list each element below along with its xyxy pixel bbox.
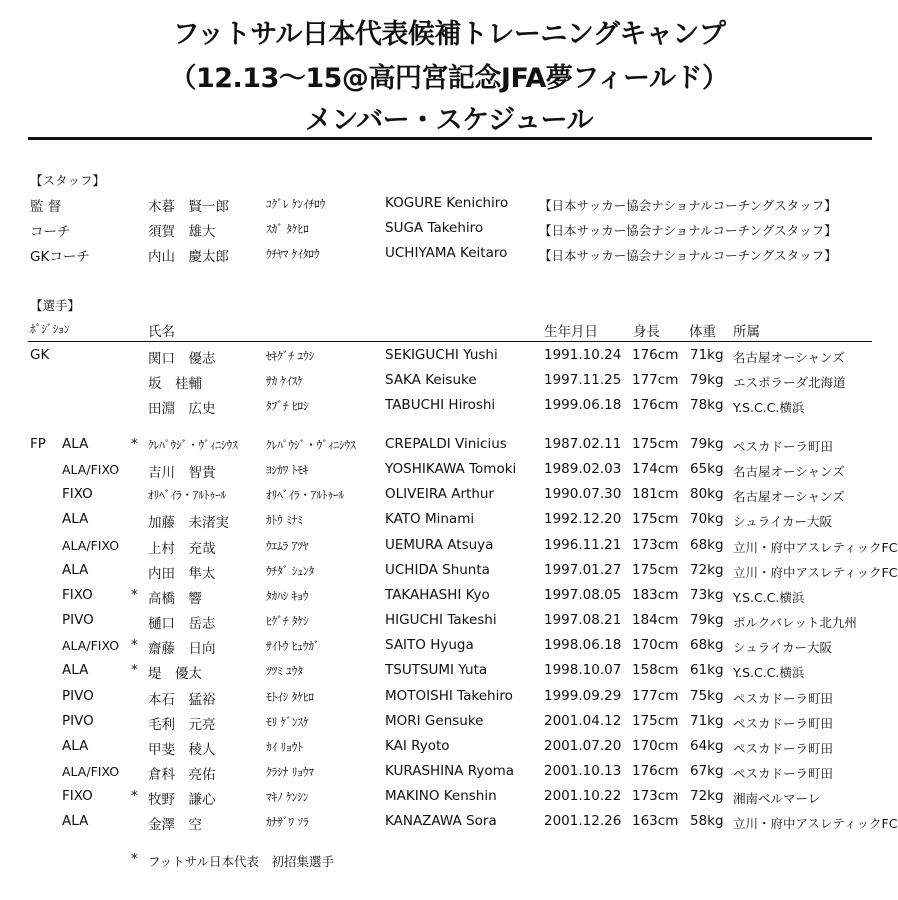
- player-dob: 1997.01.27: [544, 561, 622, 578]
- player-height: 175cm: [632, 436, 679, 452]
- title-line-2: （12.13～15@高円宮記念JFA夢フィールド）: [169, 63, 729, 94]
- player-name-kana: ｸﾗｼﾅ ﾘｮｳﾏ: [266, 764, 314, 779]
- player-height: 175cm: [632, 561, 679, 578]
- player-name-kana: ｶｲ ﾘｮｳﾄ: [266, 739, 303, 754]
- player-name-roman: KAI Ryoto: [385, 737, 450, 754]
- player-club: 名古屋オーシャンズ: [733, 464, 845, 480]
- player-dob: 2001.10.13: [544, 762, 622, 779]
- player-name-kana: ﾓﾘ ｹﾞﾝｽｹ: [266, 714, 309, 729]
- player-name-kana: ｵﾘﾍﾞｲﾗ・ｱﾙﾄｩｰﾙ: [266, 488, 345, 503]
- player-weight: 73kg: [690, 586, 724, 603]
- player-name-kana: ｻｶ ｹｲｽｹ: [266, 374, 303, 389]
- player-club: ペスカドーラ町田: [733, 690, 834, 706]
- player-dob: 1997.08.21: [544, 612, 622, 629]
- player-group: FP: [30, 436, 46, 452]
- player-name-roman: MORI Gensuke: [385, 712, 484, 729]
- player-name-roman: SEKIGUCHI Yushi: [385, 347, 498, 363]
- player-dob: 2001.10.22: [544, 788, 622, 805]
- player-position: FIXO: [62, 486, 93, 503]
- title-line-3: メンバー・スケジュール: [305, 105, 593, 136]
- player-name: 甲斐 稜人: [148, 741, 216, 758]
- player-weight: 79kg: [690, 436, 724, 452]
- player-name-roman: MAKINO Kenshin: [385, 788, 497, 805]
- staff-name-roman: KOGURE Kenichiro: [385, 195, 509, 211]
- player-name-kana: ﾀﾌﾞﾁ ﾋﾛｼ: [266, 399, 309, 414]
- player-name: 樋口 岳志: [148, 616, 216, 633]
- player-name: 関口 優志: [148, 351, 216, 367]
- player-name-kana: ﾋｸﾞﾁ ﾀｹｼ: [266, 614, 309, 629]
- player-name-kana: ｳﾁﾀﾞ ｼｭﾝﾀ: [266, 563, 315, 578]
- first-call-marker: *: [131, 586, 138, 603]
- header-weight: 体重: [689, 324, 716, 340]
- player-name: 田淵 広史: [148, 401, 216, 418]
- player-weight: 68kg: [690, 536, 724, 553]
- player-name-kana: ﾓﾄｲｼ ﾀｹﾋﾛ: [266, 689, 314, 704]
- player-position: ALA/FIXO: [62, 763, 120, 779]
- player-name: 倉科 亮佑: [148, 766, 216, 783]
- staff-name: 須賀 雄大: [148, 224, 216, 240]
- player-position: ALA: [62, 813, 89, 830]
- player-name-roman: UCHIDA Shunta: [385, 561, 490, 578]
- player-position: FIXO: [62, 586, 93, 603]
- player-name: ｸﾚﾊﾟｳｼﾞ・ｳﾞｨﾆｼｳｽ: [148, 438, 238, 452]
- header-dob: 生年月日: [544, 324, 598, 340]
- player-height: 163cm: [632, 813, 679, 830]
- header-height: 身長: [633, 324, 660, 340]
- player-name-roman: CREPALDI Vinicius: [385, 436, 507, 452]
- player-dob: 1998.06.18: [544, 637, 622, 654]
- player-weight: 61kg: [690, 662, 724, 679]
- player-height: 170cm: [632, 737, 679, 754]
- player-dob: 1999.06.18: [544, 397, 622, 414]
- player-height: 174cm: [632, 461, 679, 478]
- player-club: シュライカー大阪: [733, 640, 833, 656]
- staff-heading: 【スタッフ】: [30, 173, 106, 188]
- player-position: ALA/FIXO: [62, 462, 120, 478]
- player-name-roman: KURASHINA Ryoma: [385, 762, 515, 779]
- header-club: 所属: [733, 324, 760, 340]
- staff-name-roman: SUGA Takehiro: [385, 220, 484, 236]
- player-club: Y.S.C.C.横浜: [733, 665, 805, 681]
- staff-organization: 【日本サッカー協会ナショナルコーチングスタッフ】: [539, 223, 837, 238]
- player-name-roman: HIGUCHI Takeshi: [385, 612, 497, 629]
- player-name-kana: ｻｲﾄｳ ﾋｭｳｶﾞ: [266, 639, 320, 654]
- player-name-kana: ｶﾅｻﾞﾜ ｿﾗ: [266, 815, 309, 830]
- player-position: ALA/FIXO: [62, 537, 120, 553]
- player-club: Y.S.C.C.横浜: [733, 400, 805, 416]
- player-dob: 2001.07.20: [544, 737, 622, 754]
- player-weight: 79kg: [690, 372, 724, 389]
- staff-role: 監 督: [30, 199, 62, 215]
- player-name: 毛利 元亮: [148, 716, 216, 733]
- player-name: 吉川 智貴: [148, 465, 216, 482]
- player-position: PIVO: [62, 687, 94, 704]
- player-name-roman: KATO Minami: [385, 511, 475, 528]
- player-dob: 1997.11.25: [544, 372, 622, 389]
- player-club: ペスカドーラ町田: [733, 439, 834, 454]
- player-weight: 68kg: [690, 637, 724, 654]
- player-weight: 67kg: [690, 762, 724, 779]
- player-name-roman: SAKA Keisuke: [385, 372, 477, 389]
- player-club: 名古屋オーシャンズ: [733, 350, 845, 365]
- player-name-roman: YOSHIKAWA Tomoki: [385, 461, 517, 478]
- player-name: 加藤 未渚実: [148, 515, 229, 532]
- player-weight: 70kg: [690, 511, 724, 528]
- player-name-roman: TSUTSUMI Yuta: [385, 662, 488, 679]
- staff-organization: 【日本サッカー協会ナショナルコーチングスタッフ】: [539, 248, 837, 263]
- first-call-marker: *: [131, 436, 138, 452]
- player-name: 牧野 謙心: [148, 792, 216, 809]
- player-club: 立川・府中アスレティックFC: [733, 539, 898, 555]
- player-position: PIVO: [62, 612, 94, 629]
- player-group: GK: [30, 347, 50, 363]
- player-height: 177cm: [632, 687, 679, 704]
- player-name-kana: ﾀｶﾊｼ ｷｮｳ: [266, 588, 309, 603]
- player-name: 本石 猛裕: [148, 691, 216, 708]
- player-height: 175cm: [632, 511, 679, 528]
- player-weight: 79kg: [690, 612, 724, 629]
- staff-name: 内山 慶太郎: [148, 249, 229, 265]
- player-name: 上村 充哉: [148, 540, 216, 557]
- header-position: ﾎﾟｼﾞｼｮﾝ: [30, 322, 70, 336]
- staff-name-kana: ｺｸﾞﾚ ｹﾝｲﾁﾛｳ: [266, 197, 326, 211]
- player-weight: 71kg: [690, 347, 724, 363]
- player-name: ｵﾘﾍﾞｲﾗ・ｱﾙﾄｩｰﾙ: [148, 488, 227, 503]
- players-heading: 【選手】: [30, 298, 81, 313]
- player-position: ALA: [62, 737, 89, 754]
- player-name-kana: ｳｴﾑﾗ ｱﾂﾔ: [266, 538, 309, 553]
- first-call-marker: *: [131, 788, 138, 805]
- player-dob: 1996.11.21: [544, 536, 622, 553]
- player-weight: 71kg: [690, 712, 724, 729]
- staff-role: GKコーチ: [30, 249, 90, 265]
- player-position: ALA/FIXO: [62, 638, 120, 654]
- player-name: 齋藤 日向: [148, 641, 216, 658]
- player-height: 184cm: [632, 612, 679, 629]
- header-rule: [28, 341, 872, 342]
- player-name: 内田 隼太: [148, 565, 216, 582]
- title-rule: [28, 137, 872, 140]
- player-dob: 1989.02.03: [544, 461, 622, 478]
- player-weight: 65kg: [690, 461, 724, 478]
- player-name: 堤 優太: [148, 666, 202, 683]
- player-position: ALA: [62, 561, 89, 578]
- player-height: 170cm: [632, 637, 679, 654]
- player-club: 立川・府中アスレティックFC: [733, 816, 898, 832]
- player-name-kana: ｶﾄｳ ﾐﾅﾐ: [266, 513, 303, 528]
- player-position: ALA: [62, 662, 89, 679]
- player-position: ALA: [62, 436, 89, 452]
- player-club: 湘南ベルマーレ: [733, 791, 821, 807]
- player-name-roman: OLIVEIRA Arthur: [385, 486, 494, 503]
- player-height: 173cm: [632, 536, 679, 553]
- player-name-roman: TAKAHASHI Kyo: [385, 586, 490, 603]
- staff-name: 木暮 賢一郎: [148, 199, 229, 215]
- player-dob: 1997.08.05: [544, 586, 622, 603]
- player-height: 173cm: [632, 788, 679, 805]
- player-club: Y.S.C.C.横浜: [733, 589, 805, 605]
- player-name-roman: MOTOISHI Takehiro: [385, 687, 513, 704]
- player-dob: 1998.10.07: [544, 662, 622, 679]
- player-dob: 2001.04.12: [544, 712, 622, 729]
- player-name-kana: ｸﾚﾊﾟｳｼﾞ・ｳﾞｨﾆｼｳｽ: [266, 438, 356, 452]
- player-weight: 64kg: [690, 737, 724, 754]
- player-weight: 72kg: [690, 788, 724, 805]
- player-club: 立川・府中アスレティックFC: [733, 564, 898, 580]
- player-height: 176cm: [632, 397, 679, 414]
- first-call-marker: *: [131, 637, 138, 654]
- player-height: 175cm: [632, 712, 679, 729]
- staff-name-roman: UCHIYAMA Keitaro: [385, 245, 508, 261]
- staff-name-kana: ｳﾁﾔﾏ ｹｲﾀﾛｳ: [266, 247, 320, 261]
- footnote-text: フットサル日本代表 初招集選手: [148, 854, 335, 869]
- player-club: エスポラーダ北海道: [733, 375, 846, 391]
- footnote-star: *: [131, 851, 138, 867]
- player-weight: 75kg: [690, 687, 724, 704]
- player-name-kana: ﾂﾂﾐ ﾕｳﾀ: [266, 664, 303, 679]
- staff-organization: 【日本サッカー協会ナショナルコーチングスタッフ】: [539, 198, 837, 213]
- player-dob: 1991.10.24: [544, 347, 622, 363]
- player-dob: 2001.12.26: [544, 813, 622, 830]
- player-dob: 1999.09.29: [544, 687, 622, 704]
- player-height: 176cm: [632, 762, 679, 779]
- first-call-marker: *: [131, 662, 138, 679]
- player-weight: 78kg: [690, 397, 724, 414]
- player-club: 名古屋オーシャンズ: [733, 489, 845, 505]
- player-height: 158cm: [632, 662, 679, 679]
- staff-role: コーチ: [30, 224, 71, 240]
- player-club: ペスカドーラ町田: [733, 740, 834, 756]
- player-name-roman: UEMURA Atsuya: [385, 536, 494, 553]
- header-name: 氏名: [148, 324, 175, 340]
- player-club: ペスカドーラ町田: [733, 765, 834, 781]
- player-dob: 1987.02.11: [544, 436, 622, 452]
- player-weight: 58kg: [690, 813, 724, 830]
- player-weight: 72kg: [690, 561, 724, 578]
- player-position: FIXO: [62, 788, 93, 805]
- player-height: 183cm: [632, 586, 679, 603]
- player-dob: 1992.12.20: [544, 511, 622, 528]
- staff-name-kana: ｽｶﾞ ﾀｹﾋﾛ: [266, 222, 309, 236]
- player-weight: 80kg: [690, 486, 724, 503]
- player-name-kana: ﾖｼｶﾜ ﾄﾓｷ: [266, 463, 309, 478]
- player-height: 177cm: [632, 372, 679, 389]
- player-position: ALA: [62, 511, 89, 528]
- player-club: ペスカドーラ町田: [733, 715, 834, 731]
- player-dob: 1990.07.30: [544, 486, 622, 503]
- title-line-1: フットサル日本代表候補トレーニングキャンプ: [172, 19, 726, 50]
- player-name-kana: ｾｷｸﾞﾁ ﾕｳｼ: [266, 349, 315, 363]
- player-name: 金澤 空: [148, 817, 202, 834]
- player-club: シュライカー大阪: [733, 514, 833, 530]
- player-height: 181cm: [632, 486, 679, 503]
- player-name-roman: SAITO Hyuga: [385, 637, 474, 654]
- player-name-roman: TABUCHI Hiroshi: [385, 397, 496, 414]
- player-club: ボルクバレット北九州: [733, 615, 857, 631]
- player-name: 坂 桂輔: [148, 376, 202, 393]
- player-name: 高橋 響: [148, 590, 202, 607]
- player-position: PIVO: [62, 712, 94, 729]
- player-height: 176cm: [632, 347, 679, 363]
- player-name-kana: ﾏｷﾉ ｹﾝｼﾝ: [266, 790, 309, 805]
- player-name-roman: KANAZAWA Sora: [385, 813, 497, 830]
